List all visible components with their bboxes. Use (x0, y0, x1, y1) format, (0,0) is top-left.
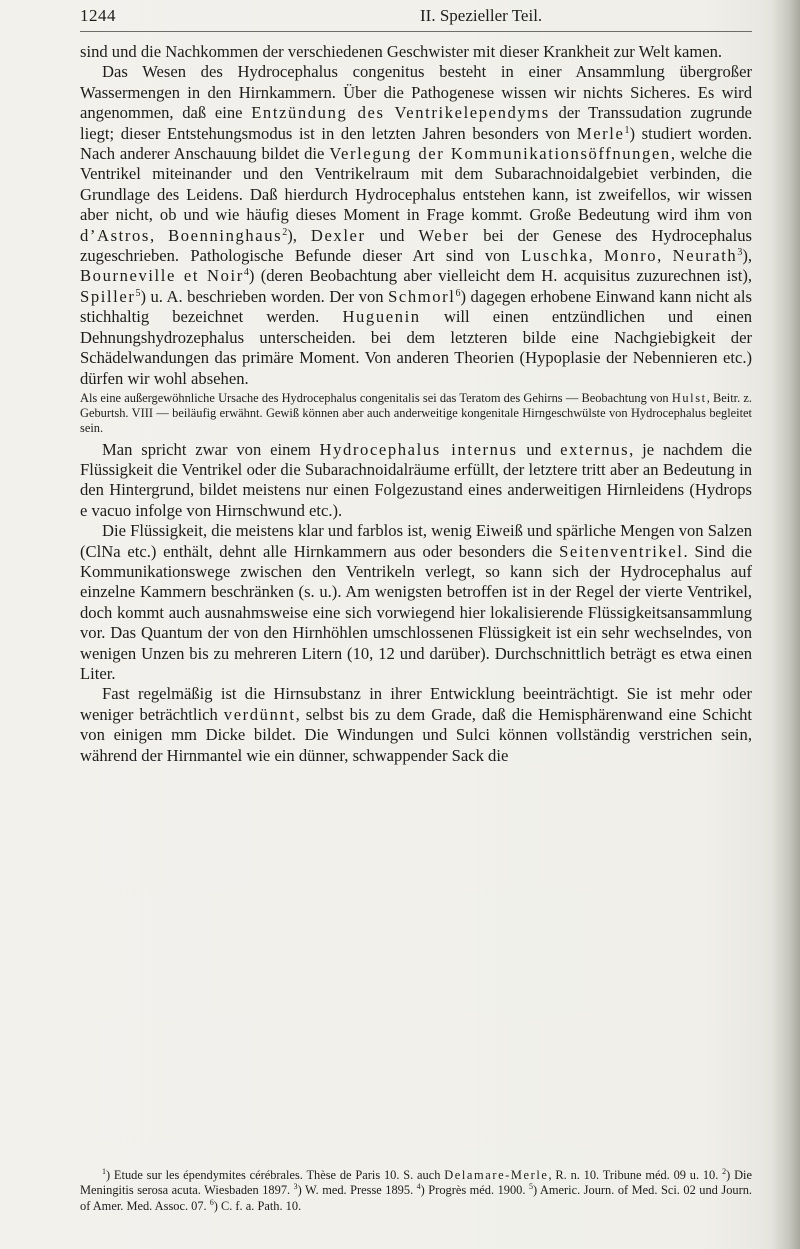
emphasis: Hydrocephalus internus (319, 439, 518, 459)
footnote-ref[interactable]: 6 (455, 287, 461, 299)
author-name: Schmorl (388, 286, 456, 306)
footnote-ref[interactable]: 2 (282, 226, 288, 238)
paragraph-1: sind und die Nachkommen der verschiedenen Geschwister mit dieser Krankheit zur Welt kamen. (80, 42, 723, 61)
author-name: Spiller (80, 286, 136, 306)
paragraph-5: Fast regelmäßig ist die Hirnsubstanz in ihrer Entwicklung beeinträchtigt. Sie ist mehr oder weniger beträchtlich verdünnt, selbst bis zu dem Grade, daß die Hemisphärenwand eine Schicht von einigen mm Dicke bildet. Die Windungen und Sulci können vollständig verstrichen sein, während der Hirnmantel wie ein dünner, schwappender Sack die (80, 684, 753, 765)
page-header (0, 0, 800, 34)
page-number: 1244 (80, 6, 116, 25)
author-name: Merle (576, 123, 625, 143)
author-name: Delamare-Merle (444, 1168, 549, 1182)
paragraph-2: Das Wesen des Hydrocephalus congenitus besteht in einer Ansammlung übergroßer Wassermengen in den Hirnkammern. Über die Pathogenese wissen wir nichts Sicheres. Es wird angenommen, daß eine Entzündung des Ventrikelependyms der Transsudation zugrunde liegt; dieser Entstehungsmodus ist in den letzten Jahren besonders von Merle$^1$) studiert worden. Nach anderer Anschauung bildet die Verlegung der Kommunikationsöffnungen, welche die Ventrikel miteinander und den Ventrikelraum mit dem Subarachnoidalgebiet verbinden, die Grundlage des Leidens. Daß hierdurch Hydrocephalus entstehen kann, ist zweifellos, wir wissen aber nicht, ob und wie häufig dieses Moment in Frage kommt. Große Bedeutung wird ihm von d’Astros, Boenninghaus$^2$), Dexler und Weber bei der Genese des Hydrocephalus zugeschrieben. Pathologische Befunde dieser Art sind von Luschka, Monro, Neurath$^3$), Bourneville et Noir$^4$) (deren Beobachtung aber vielleicht dem H. acquisitus zuzurechnen ist), Spiller$^5$) u. A. beschrieben worden. Der von Schmorl$^6$) dagegen erhobene Einwand kann nicht als stichhaltig bezeichnet werden. Huguenin will einen entzündlichen und einen Dehnungshydrozephalus unterscheiden. bei dem letzteren bilde eine Nachgiebigkeit der Schädelwandungen das primäre Moment. Von anderen Theorien (Hypoplasie der Nebennieren etc.) dürfen wir wohl absehen. (80, 62, 753, 388)
footnote-ref[interactable]: 3 (737, 247, 743, 259)
author-name: Dexler (310, 225, 366, 245)
header-rule (80, 31, 752, 32)
emphasis: Seitenventrikel (559, 541, 684, 561)
author-name: Neurath (672, 246, 738, 266)
footnote-number: 5 (528, 1182, 533, 1192)
small-print-note: Als eine außergewöhnliche Ursache des Hydrocephalus congenitalis sei das Teratom des Gehirns — Beobachtung von Hulst, Beitr. z. Geburtsh. VIII — beiläufig erwähnt. Gewiß können aber auch anderweitige kongenitale Hirngeschwülste von Hydrocephalus begleitet sein. (80, 390, 752, 436)
running-title: II. Spezieller Teil. (420, 6, 543, 25)
footnote-ref[interactable]: 4 (243, 267, 249, 279)
footnote-list: $^1$) Etude sur les épendymites cérébrales. Thèse de Paris 10. S. auch Delamare-Merle, R. n. 10. Tribune méd. 09 u. 10. $^2$) Die Meningitis serosa acuta. Wiesbaden 1897. $^3$) W. med. Presse 1895. $^4$) Progrès méd. 1900. $^5$) Americ. Journ. of Med. Sci. 02 und Journ. of Amer. Med. Assoc. 07. $^6$) C. f. a. Path. 10. (80, 1167, 753, 1213)
footnote-number: 4 (416, 1182, 421, 1192)
page-edge-shadow (772, 0, 800, 1249)
emphasis: externus (560, 439, 630, 459)
footnote-number: 2 (722, 1167, 727, 1176)
emphasis: Verlegung der Kommunikationsöffnungen (329, 144, 671, 164)
footnote-ref[interactable]: 5 (135, 287, 141, 299)
author-name: Hulst (671, 390, 707, 405)
author-name: Boenninghaus (168, 225, 283, 245)
footnote-number: 6 (209, 1197, 214, 1207)
emphasis: verdünnt (223, 704, 296, 724)
footnote-number: 3 (293, 1182, 298, 1192)
author-name: d’Astros (80, 225, 150, 245)
emphasis: Entzündung des Ventrikelependyms (251, 103, 550, 123)
author-name: Weber (418, 225, 470, 245)
author-name: Luschka (521, 246, 589, 266)
author-name: Bourneville et Noir (80, 266, 244, 286)
paragraph-4: Die Flüssigkeit, die meistens klar und farblos ist, wenig Eiweiß und spärliche Mengen von Salzen (ClNa etc.) enthält, dehnt alle Hirnkammern aus oder besonders die Seitenventrikel. Sind die Kommunikationswege zwischen den Ventrikeln verlegt, so kann sich der Hydrocephalus auf einzelne Kammern beschränken (s. u.). Am wenigsten betroffen ist in der Regel der vierte Ventrikel, doch kommt auch ausnahmsweise eine sich vorwiegend hier lokalisierende Flüssigkeitsansammlung vor. Das Quantum der von den Hirnhöhlen umschlossenen Flüssigkeit ist ein sehr wechselndes, von wenigen Unzen bis zu mehreren Litern (10, 12 und darüber). Durchschnittlich beträgt es etwa einen Liter. (80, 521, 752, 683)
main-text (80, 42, 752, 766)
footnotes (80, 1168, 752, 1214)
paragraph-3: Man spricht zwar von einem Hydrocephalus internus und externus, je nachdem die Flüssigkeit die Ventrikel oder die Subarachnoidalräume erfüllt, der letztere tritt aber an Bedeutung in den Hintergrund, bildet meistens nur einen Folgezustand eines anderweitigen Hirnleidens (Hydrops e vacuo infolge von Hirnschwund etc.). (80, 439, 753, 520)
footnote-ref[interactable]: 1 (624, 124, 630, 136)
author-name: Huguenin (342, 307, 421, 327)
footnote-number: 1 (102, 1167, 106, 1176)
author-name: Monro (604, 246, 658, 266)
